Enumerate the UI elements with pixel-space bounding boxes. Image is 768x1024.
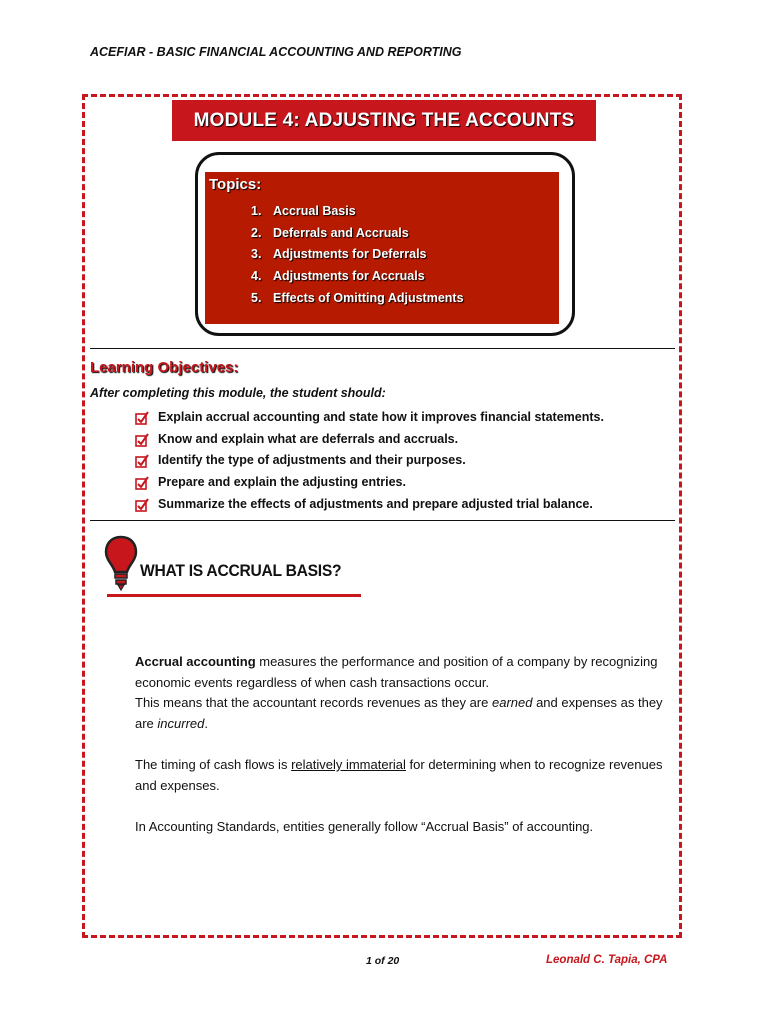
course-title: ACEFIAR - BASIC FINANCIAL ACCOUNTING AND REPORTING bbox=[90, 45, 462, 59]
term-earned: earned bbox=[491, 695, 533, 710]
checkbox-checked-icon bbox=[135, 433, 149, 447]
topic-item: 1. Accrual Basis bbox=[251, 204, 356, 218]
checkbox-checked-icon bbox=[135, 476, 149, 490]
checkbox-checked-icon bbox=[135, 411, 149, 425]
term-relatively-immaterial: relatively immaterial bbox=[291, 757, 406, 772]
topic-item: 3. Adjustments for Deferrals bbox=[251, 247, 427, 262]
checkbox-checked-icon bbox=[135, 454, 149, 468]
module-title: MODULE 4: ADJUSTING THE ACCOUNTS bbox=[172, 100, 596, 141]
divider-bottom bbox=[90, 520, 675, 521]
objective-item: Identify the type of adjustments and their purposes. bbox=[135, 450, 604, 472]
term-accrual-accounting: Accrual accounting bbox=[135, 654, 256, 669]
learning-objectives-heading: Learning Objectives: bbox=[90, 359, 239, 376]
topic-item: 5. Effects of Omitting Adjustments bbox=[251, 290, 464, 305]
topic-item: 2. Deferrals and Accruals bbox=[251, 225, 409, 240]
lightbulb-icon bbox=[104, 535, 138, 591]
objective-item: Know and explain what are deferrals and accruals. bbox=[135, 429, 604, 451]
topics-heading: Topics: bbox=[209, 176, 262, 193]
paragraph-standards: In Accounting Standards, entities generally follow “Accrual Basis” of accounting. bbox=[135, 819, 594, 834]
topics-panel bbox=[205, 172, 559, 324]
objective-item: Prepare and explain the adjusting entries. bbox=[135, 472, 604, 494]
term-incurred: incurred bbox=[157, 715, 205, 731]
objectives-list bbox=[135, 407, 604, 516]
paragraph-accrual-definition: Accrual accounting measures the performance and position of a company by recognizing economic events regardless of when cash transactions occur. This means that the accountant records revenues as they are earned and expenses as they are incurred. bbox=[135, 654, 663, 731]
page-number: 1 of 20 bbox=[366, 955, 400, 967]
topics-list bbox=[251, 201, 464, 310]
learning-objectives-intro: After completing this module, the student should: bbox=[90, 386, 386, 400]
objective-item: Explain accrual accounting and state how it improves financial statements. bbox=[135, 407, 604, 429]
author-name: Leonald C. Tapia, CPA bbox=[546, 954, 668, 966]
paragraph-cash-timing: The timing of cash flows is relatively immaterial for determining when to recognize revenues and expenses. bbox=[135, 757, 663, 793]
section-underline bbox=[107, 594, 361, 597]
divider-top bbox=[90, 348, 675, 349]
objective-item: Summarize the effects of adjustments and prepare adjusted trial balance. bbox=[135, 494, 604, 516]
checkbox-checked-icon bbox=[135, 498, 149, 512]
topic-item: 4. Adjustments for Accruals bbox=[251, 269, 425, 284]
section-title: WHAT IS ACCRUAL BASIS? bbox=[140, 561, 342, 580]
